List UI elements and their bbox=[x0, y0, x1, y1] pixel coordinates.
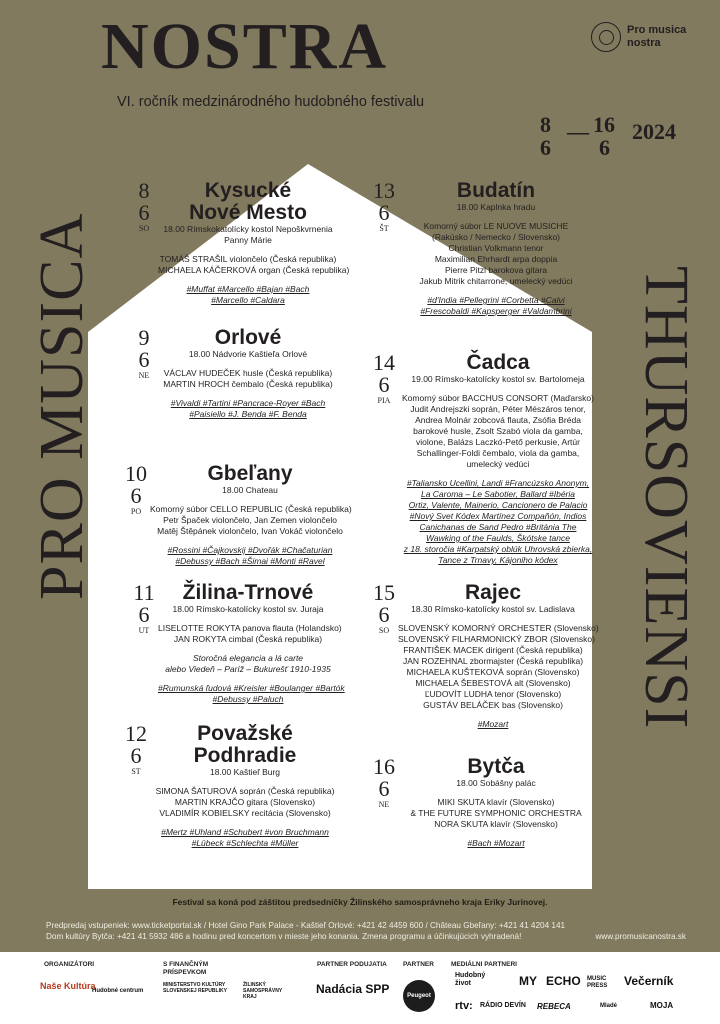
event-date bbox=[371, 352, 397, 405]
performer-line: Schallinger-Foldi čembalo, viola da gamba, bbox=[416, 448, 580, 458]
composer-tag-line[interactable]: Wawking of the Faulds, Škótske tance bbox=[426, 533, 570, 543]
program-line: alebo Viedeň – Paríž – Bukurešť 1910-1935 bbox=[165, 664, 331, 674]
event-composer-tags[interactable] bbox=[158, 683, 345, 705]
patronage-note: Festival sa koná pod záštitou predsedníčky Žilinského samosprávneho kraja Eriky Jurinovej. bbox=[172, 897, 548, 907]
logo-my: MY bbox=[519, 974, 537, 988]
event-performers bbox=[398, 221, 594, 287]
event-details bbox=[158, 581, 345, 705]
festival-logo[interactable] bbox=[591, 22, 686, 52]
event-weekday: PO bbox=[130, 507, 142, 516]
performer-line: VLADIMÍR KOBIELSKY recitácia (Slovensko) bbox=[159, 808, 331, 818]
event-month: 6 bbox=[130, 743, 142, 768]
event-details bbox=[398, 180, 594, 317]
performer-line: ĽUDOVÍT LUDHA tenor (Slovensko) bbox=[424, 689, 562, 699]
event-city: Gbeľany bbox=[207, 462, 293, 485]
performer-line: MIKI SKUTA klavír (Slovensko) bbox=[437, 797, 555, 807]
event-performers bbox=[150, 504, 350, 537]
logo-zsk: ŽILINSKÝ SAMOSPRÁVNY KRAJ bbox=[243, 982, 283, 1000]
logo-peugeot: Peugeot bbox=[403, 980, 435, 1012]
event-month: 6 bbox=[378, 200, 390, 225]
performer-line: umelecký vedúci bbox=[466, 459, 530, 469]
event-details bbox=[158, 179, 350, 306]
event-venue: 18.00 Sobášny palác bbox=[456, 778, 536, 788]
performer-line: MICHAELA KUŠTEKOVÁ soprán (Slovensko) bbox=[406, 667, 580, 677]
date-to-day: 16 bbox=[593, 112, 615, 137]
logo-ministerstvo-kultury: MINISTERSTVO KULTÚRY SLOVENSKEJ REPUBLIKY bbox=[163, 982, 227, 994]
website-link[interactable]: www.promusicanostra.sk bbox=[595, 932, 686, 941]
event-date bbox=[371, 582, 397, 635]
composer-tag-line[interactable]: #Nový Svet Kódex Martínez Compañón, Indios bbox=[409, 511, 587, 521]
date-from-day: 8 bbox=[540, 112, 551, 137]
composer-tag-line[interactable]: #Taliansko Ucellini, Landi #Francúzsko Anonym, bbox=[406, 478, 590, 488]
event-venue: 18.00 Rímskokatolícky kostol Nepoškvrnenia Panny Márie bbox=[163, 224, 333, 245]
event-day: 15 bbox=[373, 580, 395, 605]
event-composer-tags[interactable] bbox=[398, 478, 598, 566]
composer-tag-line[interactable]: Ortiz, Valente, Mainerio, Cancionero de Palacio bbox=[408, 500, 588, 510]
event-month: 6 bbox=[138, 602, 150, 627]
event-composer-tags[interactable] bbox=[150, 545, 350, 567]
vertical-title-left: PRO MUSICA bbox=[28, 212, 96, 600]
event-performers bbox=[398, 623, 599, 711]
event-composer-tags[interactable] bbox=[398, 295, 594, 317]
organizers-label: ORGANIZÁTORI bbox=[44, 961, 95, 968]
logo-moja: MOJA bbox=[650, 1001, 674, 1010]
event-weekday: NE bbox=[378, 800, 390, 809]
performer-line: & THE FUTURE SYMPHONIC ORCHESTRA bbox=[410, 808, 582, 818]
event-date bbox=[131, 582, 157, 635]
program-line: Storočná elegancia a lá carte bbox=[192, 653, 304, 663]
event-day: 8 bbox=[138, 178, 150, 203]
event-weekday: NE bbox=[138, 371, 150, 380]
media-partners-label: MEDIÁLNI PARTNERI bbox=[451, 961, 517, 968]
composer-tag-line[interactable]: #Vivaldi #Tartini #Pancrace-Royer #Bach bbox=[170, 398, 326, 408]
logo-hudobny-zivot: Hudobný život bbox=[455, 972, 486, 987]
composer-tag-line[interactable]: Canichanas de Sand Pedro #Británia The bbox=[419, 522, 577, 532]
event-month: 6 bbox=[138, 200, 150, 225]
event-composer-tags[interactable] bbox=[158, 398, 338, 420]
performer-line: Maximilian Ehrhardt arpa doppia bbox=[434, 254, 558, 264]
event-composer-tags[interactable] bbox=[150, 827, 340, 849]
event-date bbox=[371, 756, 397, 809]
performer-line: SLOVENSKÝ KOMORNÝ ORCHESTER (Slovensko) bbox=[398, 623, 599, 633]
event-performers bbox=[398, 393, 598, 470]
performer-line: Christian Volkmann tenor bbox=[448, 243, 544, 253]
performer-line: JAN ROKYTA cimbal (Česká republika) bbox=[173, 634, 323, 644]
performer-line: Judit Andrejszki soprán, Péter Mészáros tenor, bbox=[410, 404, 586, 414]
composer-tag-line[interactable]: #Bach #Mozart bbox=[467, 838, 525, 848]
event-details bbox=[158, 327, 338, 420]
performer-line: (Rakúsko / Nemecko / Slovensko) bbox=[431, 232, 561, 242]
event-venue: 19.00 Rímsko-katolícky kostol sv. Bartolomeja bbox=[411, 374, 585, 384]
event-month: 6 bbox=[378, 776, 390, 801]
event-city: Čadca bbox=[466, 351, 530, 374]
event-venue: 18.00 Chateau bbox=[222, 485, 278, 495]
event-details bbox=[398, 352, 598, 566]
logo-music-press: MUSIC PRESS bbox=[587, 976, 608, 989]
event-weekday: PIA bbox=[377, 396, 391, 405]
composer-tag-line[interactable]: #Muffat #Marcello #Bajan #Bach bbox=[186, 284, 310, 294]
event-composer-tags[interactable] bbox=[398, 719, 588, 730]
event-month: 6 bbox=[378, 372, 390, 397]
event-performers bbox=[398, 797, 594, 830]
event-city: Rajec bbox=[464, 581, 522, 604]
composer-tag-line[interactable]: #Mertz #Uhland #Schubert #von Bruchmann bbox=[161, 827, 329, 837]
composer-tag-line[interactable]: #Debussy #Paluch bbox=[212, 694, 284, 704]
composer-tag-line[interactable]: #Marcello #Caldara bbox=[211, 295, 285, 305]
performer-line: FRANTIŠEK MACEK dirigent (Česká republika) bbox=[403, 645, 583, 655]
logo-rebeca: REBECA bbox=[537, 1002, 571, 1011]
event-weekday: ŠT bbox=[379, 224, 389, 233]
event-month: 6 bbox=[138, 347, 150, 372]
event-date bbox=[131, 180, 157, 233]
event-day: 9 bbox=[138, 325, 150, 350]
event-weekday: SO bbox=[138, 224, 150, 233]
logo-nadacia-spp: Nadácia SPP bbox=[316, 982, 390, 996]
logo-echo: ECHO bbox=[546, 974, 581, 988]
festival-year: 2024 bbox=[632, 119, 676, 144]
event-date bbox=[123, 723, 149, 776]
event-performers bbox=[158, 254, 350, 276]
logo-radio-devin: RÁDIO DEVÍN bbox=[480, 1002, 526, 1009]
event-details bbox=[150, 463, 350, 567]
event-venue: 18.00 Nádvorie Kaštieľa Orlové bbox=[188, 349, 308, 359]
event-performers bbox=[158, 368, 338, 390]
performer-line: SLOVENSKÝ FILHARMONICKÝ ZBOR (Slovensko) bbox=[398, 634, 595, 644]
festival-subtitle: VI. ročník medzinárodného hudobného festivalu bbox=[117, 94, 425, 110]
sponsors-footer bbox=[0, 952, 720, 1024]
composer-tag-line[interactable]: #d'India #Pellegrini #Corbetta #Calvi bbox=[427, 295, 565, 305]
logo-line2: nostra bbox=[627, 37, 661, 49]
performer-line: violone, Balázs Laczkó-Pető perkusie, Artúr bbox=[416, 437, 580, 447]
performer-line: Komorný súbor CELLO REPUBLIC (Česká republika) bbox=[150, 504, 352, 514]
event-performers bbox=[150, 786, 340, 819]
composer-tag-line[interactable]: #Paisiello #J. Benda #F. Benda bbox=[189, 409, 307, 419]
partner-label: PARTNER bbox=[403, 961, 434, 968]
event-city: Bytča bbox=[467, 755, 525, 778]
event-composer-tags[interactable] bbox=[398, 838, 594, 849]
date-dash: — bbox=[567, 119, 589, 144]
event-venue: 18.00 Kaštieľ Burg bbox=[209, 767, 281, 777]
event-details bbox=[398, 756, 594, 849]
composer-tag-line[interactable]: La Caroma – Le Sabotier, Ballard #Ibéria bbox=[420, 489, 576, 499]
logo-rtvs: rtv: bbox=[455, 1000, 473, 1012]
event-venue: 18.30 Rímsko-katolícky kostol sv. Ladislava bbox=[411, 604, 575, 614]
event-venue: 18.00 Rímsko-katolícky kostol sv. Juraja bbox=[172, 604, 324, 614]
financial-support-label: S FINANČNÝM PRÍSPEVKOM bbox=[163, 961, 209, 976]
composer-tag-line[interactable]: #Mozart bbox=[477, 719, 509, 729]
composer-tag-line[interactable]: #Rossini #Čajkovskij #Dvořák #Chačaturian bbox=[167, 545, 333, 555]
event-day: 13 bbox=[373, 178, 395, 203]
composer-tag-line[interactable]: #Frescobaldi #Kapsperger #Valdambrini bbox=[420, 306, 572, 316]
performer-line: Pierre Pitzl barokova gitara bbox=[444, 265, 548, 275]
event-composer-tags[interactable] bbox=[158, 284, 338, 306]
event-date bbox=[123, 463, 149, 516]
logo-nase-kultura: Naše Kultúra bbox=[40, 981, 96, 991]
performer-line: NORA SKUTA klavír (Slovensko) bbox=[434, 819, 558, 829]
performer-line: Petr Špaček violončelo, Jan Zemen violončelo bbox=[163, 515, 337, 525]
event-city: Žilina-Trnové bbox=[182, 581, 314, 604]
main-partner-label: PARTNER PODUJATIA bbox=[317, 961, 387, 968]
performer-line: barokové husle, Zsolt Szabó viola da gamba, bbox=[413, 426, 583, 436]
event-month: 6 bbox=[378, 602, 390, 627]
event-city: Považské Podhradie bbox=[193, 722, 297, 767]
vertical-title-right: THURSOVIENSI bbox=[632, 266, 700, 730]
performer-line: MICHAELA KÁČERKOVÁ organ (Česká republika) bbox=[158, 265, 350, 275]
performer-line: VÁCLAV HUDEČEK husle (Česká republika) bbox=[163, 368, 333, 378]
ticket-info bbox=[46, 920, 686, 942]
event-weekday: ST bbox=[131, 767, 141, 776]
event-day: 11 bbox=[133, 580, 155, 605]
event-day: 10 bbox=[125, 461, 147, 486]
performer-line: Komorný súbor LE NUOVE MUSICHE bbox=[423, 221, 569, 231]
composer-tag-line[interactable]: #Debussy #Bach #Šimai #Monti #Ravel bbox=[175, 556, 325, 566]
event-day: 14 bbox=[373, 350, 395, 375]
event-details bbox=[150, 723, 340, 849]
logo-vecernik: Večerník bbox=[624, 974, 674, 988]
logo-mlade: Mladé bbox=[600, 1003, 618, 1009]
event-month: 6 bbox=[130, 483, 142, 508]
performer-line: Jakub Mitrik chitarrone, umelecký vedúci bbox=[419, 276, 573, 286]
event-weekday: UT bbox=[138, 626, 150, 635]
logo-hudobne-centrum: Hudobné centrum bbox=[92, 988, 144, 994]
performer-line: GUSTÁV BELÁČEK bas (Slovensko) bbox=[423, 700, 563, 710]
performer-line: Andrea Molnár zobcová flauta, Zsófia Bréda bbox=[415, 415, 581, 425]
logo-line1: Pro musica bbox=[627, 24, 687, 37]
performer-line: Matěj Štěpánek violončelo, Ivan Vokáč violončelo bbox=[157, 526, 343, 536]
event-city: Orlové bbox=[214, 326, 282, 349]
composer-tag-line[interactable]: Tance z Trnavy, Kájoniho kódex bbox=[438, 555, 558, 565]
performer-line: Komorný súbor BACCHUS CONSORT (Maďarsko) bbox=[402, 393, 594, 403]
performer-line: LISELOTTE ROKYTA panova flauta (Holandsko) bbox=[158, 623, 342, 633]
date-from-month: 6 bbox=[540, 135, 551, 160]
vinyl-record-icon bbox=[591, 22, 621, 52]
event-weekday: SO bbox=[378, 626, 390, 635]
ticket-info-line1: Predpredaj vstupeniek: www.ticketportal.sk / Hotel Gino Park Palace - Kaštieľ Orlové: +421 42 4459 600 / Château Gbeľany: +421 41 4204 141 bbox=[46, 921, 566, 930]
event-venue: 18.00 Kaplnka hradu bbox=[456, 202, 536, 212]
event-day: 16 bbox=[373, 754, 395, 779]
performer-line: MARTIN KRAJČO gitara (Slovensko) bbox=[174, 797, 316, 807]
composer-tag-line[interactable]: z 18. storočia #Karpatský oblúk Uhrovská zbierka, bbox=[403, 544, 593, 554]
festival-title: NOSTRA bbox=[101, 10, 389, 83]
event-city: Budatín bbox=[456, 179, 536, 202]
event-city: Kysucké Nové Mesto bbox=[189, 179, 307, 224]
performer-line: TOMÁŠ STRAŠIL violončelo (Česká republika) bbox=[159, 254, 337, 264]
event-day: 12 bbox=[125, 721, 147, 746]
date-to-month: 6 bbox=[599, 135, 610, 160]
event-program bbox=[158, 653, 338, 675]
performer-line: SIMONA ŠATUROVÁ soprán (Česká republika) bbox=[155, 786, 335, 796]
event-details bbox=[398, 581, 599, 730]
performer-line: MICHAELA ŠEBESTOVÁ alt (Slovensko) bbox=[415, 678, 571, 688]
ticket-info-line2: Dom kultúry Bytča: +421 41 5932 486 a hodinu pred koncertom v mieste jeho konania. Zmena programu a účinkujúcich vyhradená! bbox=[46, 932, 522, 941]
composer-tag-line[interactable]: #Lübeck #Schlechta #Müller bbox=[191, 838, 299, 848]
event-date bbox=[371, 180, 397, 233]
composer-tag-line[interactable]: #Rumunská ľudová #Kreisler #Boulanger #Bartók bbox=[158, 683, 345, 693]
event-performers bbox=[158, 623, 342, 645]
performer-line: JAN ROZEHNAL zbormajster (Česká republika) bbox=[402, 656, 584, 666]
event-date bbox=[131, 327, 157, 380]
performer-line: MARTIN HROCH čembalo (Česká republika) bbox=[163, 379, 333, 389]
